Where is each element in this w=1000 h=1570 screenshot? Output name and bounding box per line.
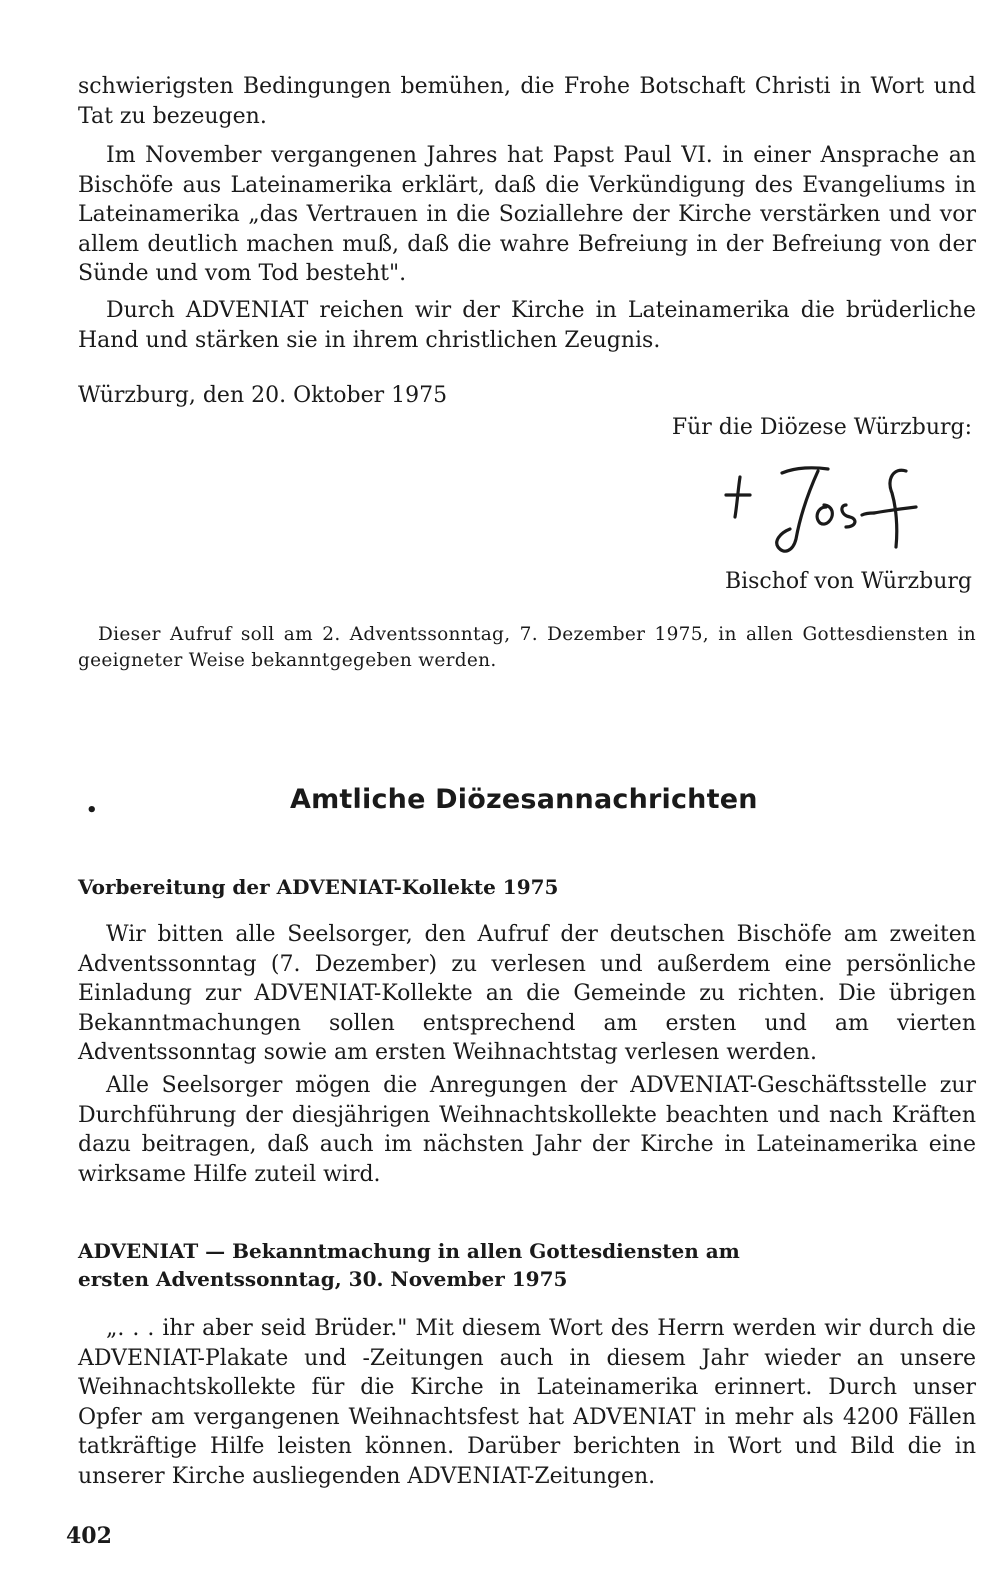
adveniat-paragraph: Durch ADVENIAT reichen wir der Kirche in Lateinamerika die brüderliche Hand und stärken sie in ihrem christlichen Zeugnis. xyxy=(78,298,976,353)
signature-e xyxy=(862,513,874,515)
section-title: Amtliche Diözesannachrichten xyxy=(290,784,758,815)
article2-heading-line-1: ADVENIAT — Bekanntmachung in allen Gottesdiensten am xyxy=(78,1239,740,1263)
signer-title: Bischof von Würzburg xyxy=(724,569,972,594)
continuation-paragraph: schwierigsten Bedingungen bemühen, die Frohe Botschaft Christi in Wort und Tat zu bezeugen. xyxy=(78,74,976,129)
signature-s xyxy=(842,505,855,527)
signature-cross-stem xyxy=(735,477,740,517)
signature-j-top xyxy=(782,468,828,473)
article1-heading: Vorbereitung der ADVENIAT-Kollekte 1975 xyxy=(78,875,559,899)
signature-j-stroke xyxy=(777,471,818,551)
papst-paragraph: Im November vergangenen Jahres hat Papst Paul VI. in einer Ansprache an Bischöfe aus Lateinamerika erklärt, daß die Verkündigung des Evangeliums in Lateinamerika „das Vertrauen in die Soziallehre der Kirche verstärken und vor allem deutlich machen muß, daß die wahre Befreiung in der Befreiung von der Sünde und vom Tod besteht". xyxy=(78,143,976,286)
article2-paragraph: „. . . ihr aber seid Brüder." Mit diesem Wort des Herrn werden wir durch die ADVENIAT-Plakate und -Zeitungen auch in diesem Jahr wieder an unsere Weihnachtskollekte für die Kirche in Lateinamerika erinnert. Durch unser Opfer am vergangenen Weihnachtsfest hat ADVENIAT in mehr als 4200 Fällen tatkräftige Hilfe leisten können. Darüber berichten in Wort und Bild die in unserer Kirche ausliegenden ADVENIAT-Zeitungen. xyxy=(78,1316,976,1489)
article2-heading-line-2: ersten Adventssonntag, 30. November 1975 xyxy=(78,1267,568,1291)
page-number: 402 xyxy=(66,1523,112,1549)
section-bullet: • xyxy=(86,800,98,821)
bishop-signature xyxy=(716,455,956,560)
announcement-note: Dieser Aufruf soll am 2. Adventssonntag, 7. Dezember 1975, in allen Gottesdiensten in geeigneter Weise bekanntgegeben werden. xyxy=(78,624,976,671)
place-date: Würzburg, den 20. Oktober 1975 xyxy=(78,383,448,408)
for-diocese-line: Für die Diözese Würzburg: xyxy=(671,415,972,440)
signature-o xyxy=(817,505,832,524)
article1-paragraph-2: Alle Seelsorger mögen die Anregungen der ADVENIAT-Geschäftsstelle zur Durchführung der diesjährigen Weihnachtskollekte beachten und nach Kräften dazu beitragen, daß auch im nächsten Jahr der Kirche in Lateinamerika eine wirksame Hilfe zuteil wird. xyxy=(78,1073,976,1187)
article1-paragraph-1: Wir bitten alle Seelsorger, den Aufruf der deutschen Bischöfe am zweiten Adventssonntag (7. Dezember) zu verlesen und außerdem eine persönliche Einladung zur ADVENIAT-Kollekte an die Gemeinde zu richten. Die übrigen Bekanntmachungen sollen entsprechend am ersten und am vierten Adventssonntag sowie am ersten Weihnachtstag verlesen werden. xyxy=(78,922,976,1065)
article2-heading xyxy=(78,1237,976,1293)
